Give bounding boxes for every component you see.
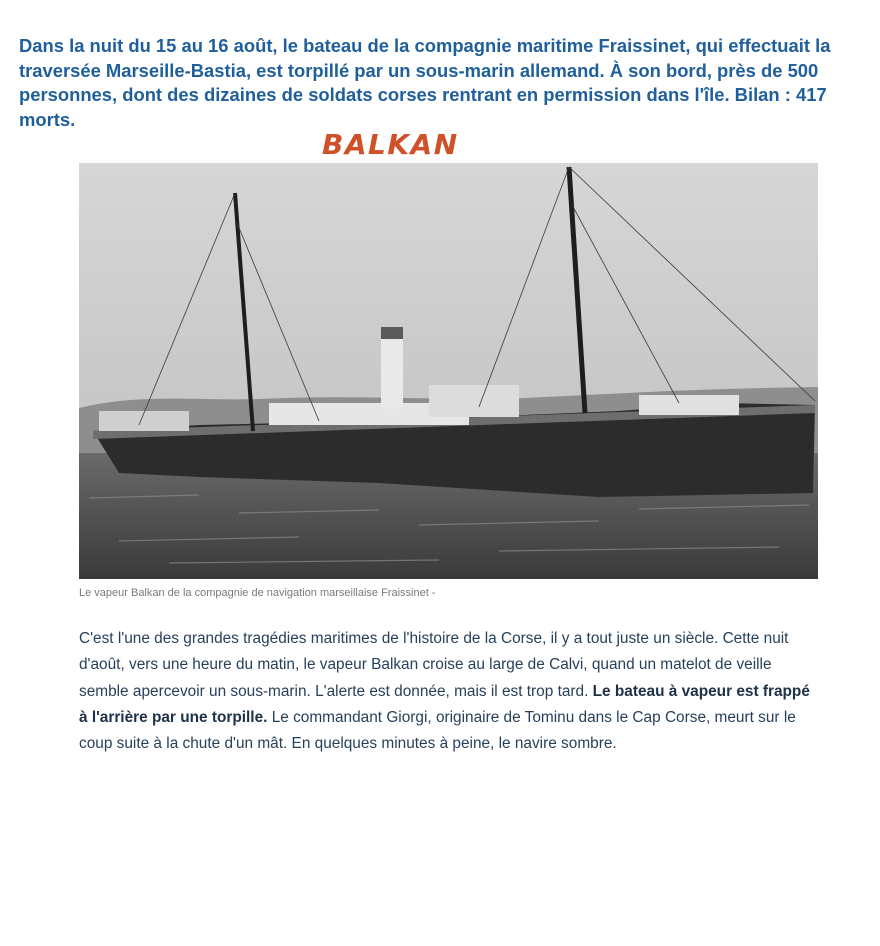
article-text-part1: C'est l'une des grandes tragédies maritimes de l'histoire de la Corse, il y a tout juste un siècle. Cette nuit d'août, vers une heure du matin, le vapeur Balkan croise au large de Calvi, quand un matelot de veille semble apercevoir un sous-marin. L'alerte est donnée, mais il est trop tard. [79, 630, 789, 700]
article-text-part2: Le commandant Giorgi, originaire de Tominu dans le Cap Corse, meurt sur le coup suite à la chute d'un mât. En quelques minutes à peine, le navire sombre. [79, 708, 796, 753]
intro-paragraph: Dans la nuit du 15 au 16 août, le bateau de la compagnie maritime Fraissinet, qui effectuait la traversée Marseille-Bastia, est torpillé par un sous-marin allemand. À son bord, près de 500 personnes, dont des dizaines de soldats corses rentrant en permission dans l'île. Bilan : 417 morts. [19, 35, 831, 130]
photo-caption: Le vapeur Balkan de la compagnie de navigation marseillaise Fraissinet - [79, 587, 436, 599]
article-paragraph [79, 626, 819, 757]
ship-title: BALKAN [322, 128, 459, 161]
ship-photo [79, 163, 818, 579]
article-text-bold: Le bateau à vapeur est frappé à l'arrière par une torpille. [79, 682, 810, 726]
